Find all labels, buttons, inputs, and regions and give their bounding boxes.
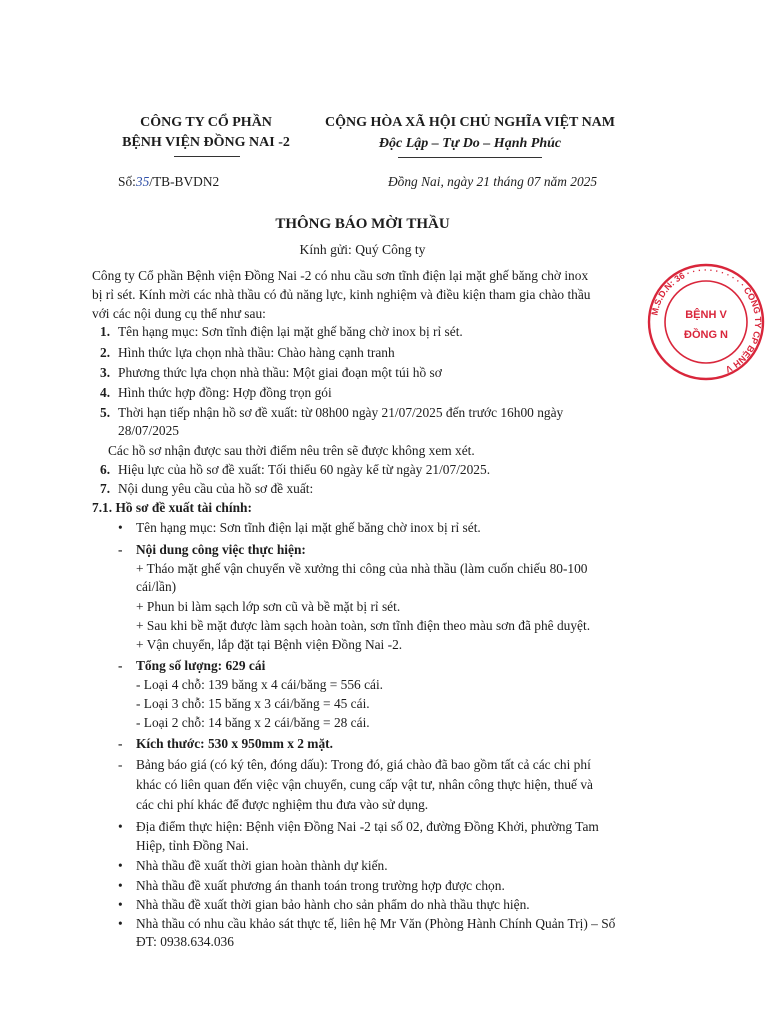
item-number: 3. (100, 365, 111, 380)
company-name-line1: CÔNG TY CỔ PHẦN (140, 115, 272, 130)
work-line-4: + Sau khi bề mặt được làm sạch hoàn toàn, sơn tĩnh điện theo màu sơn đã phê duyệt. (136, 618, 591, 633)
item-text: Nội dung yêu cầu của hồ sơ đề xuất: (118, 481, 314, 496)
doc-number-prefix: Số: (118, 174, 136, 189)
bullet-text: Nhà thầu đề xuất thời gian hoàn thành dự kiến. (136, 858, 388, 873)
notice-title: THÔNG BÁO MỜI THẦU (275, 216, 450, 232)
list-item-5-continued: 28/07/2025 (118, 423, 180, 438)
dash-icon: - (118, 757, 123, 772)
bullet-text: Nhà thầu đề xuất thời gian bảo hành cho sản phẩm do nhà thầu thực hiện. (136, 897, 530, 912)
work-line-1: + Tháo mặt ghế vận chuyển về xưởng thi công của nhà thầu (làm cuốn chiếu 80-100 (136, 561, 588, 576)
bullet-icon: • (118, 916, 123, 931)
doc-number-suffix: /TB-BVDN2 (149, 174, 220, 189)
stamp-center-line2: ĐỒNG N (684, 329, 728, 341)
item-text: Hình thức hợp đồng: Hợp đồng trọn gói (118, 385, 332, 400)
intro-line-2: bị rỉ sét. Kính mời các nhà thầu có đủ năng lực, kinh nghiệm và điều kiện tham gia chào thầu (92, 287, 591, 302)
greeting: Kính gửi: Quý Công ty (299, 242, 426, 257)
list-item-3 (100, 364, 442, 381)
quote-line-2: khác có liên quan đến việc vận chuyển, cung cấp vật tư, nhân công thực hiện, thuế và (136, 777, 593, 792)
intro-line-3: với các nội dung cụ thể như sau: (92, 306, 266, 321)
bullet-work-heading (118, 541, 306, 558)
nation-title: CỘNG HÒA XÃ HỘI CHỦ NGHĨA VIỆT NAM (324, 115, 615, 130)
bullet-location (118, 818, 599, 835)
item-number: 6. (100, 462, 111, 477)
nation-motto: Độc Lập – Tự Do – Hạnh Phúc (378, 136, 562, 151)
svg-text:M.S.D.N: 36 · · · · · · · · ·: M.S.D.N: 36 · · · · · · · · · · · CÔNG TY CP BỆNH V (649, 264, 764, 375)
doc-number-handwritten: 35 (135, 174, 150, 189)
item-number: 2. (100, 345, 111, 360)
bullet-warranty (118, 896, 530, 913)
bullet-text: Nhà thầu có nhu cầu khảo sát thực tế, liên hệ Mr Văn (Phòng Hành Chính Quản Trị) – Số (136, 916, 616, 931)
bullet-completion (118, 857, 388, 874)
dash-icon: - (118, 658, 123, 673)
list-item-5 (100, 404, 563, 421)
list-item-7 (100, 480, 313, 497)
item-text: Phương thức lựa chọn nhà thầu: Một giai đoạn một túi hồ sơ (118, 365, 442, 380)
bullet-icon: • (118, 819, 123, 834)
bullet-survey (118, 915, 615, 932)
list-item-2 (100, 344, 395, 361)
item-number: 5. (100, 405, 111, 420)
bullet-item-name (118, 519, 481, 536)
bullet-icon: • (118, 897, 123, 912)
date-line: Đồng Nai, ngày 21 tháng 07 năm 2025 (388, 174, 598, 189)
bullet-size-heading (118, 735, 333, 752)
dash-icon: - (118, 542, 123, 557)
quote-line-3: các chi phí khác để được nghiệm thu đưa vào sử dụng. (136, 797, 429, 812)
doc-number (118, 174, 219, 190)
location-line-2: Hiệp, tỉnh Đồng Nai. (136, 838, 249, 853)
company-stamp-icon (646, 262, 766, 382)
bullet-text: Nhà thầu đề xuất phương án thanh toán trong trường hợp được chọn. (136, 878, 505, 893)
bullet-icon: • (118, 520, 123, 535)
section-7-1-heading (92, 499, 252, 516)
total-line-3: - Loại 2 chỗ: 14 băng x 2 cái/băng = 28 cái. (136, 715, 370, 730)
item-text: Tên hạng mục: Sơn tĩnh điện lại mặt ghế băng chờ inox bị rỉ sét. (118, 324, 463, 339)
item-number: 7. (100, 481, 111, 496)
survey-line-2: ĐT: 0938.634.036 (136, 934, 234, 949)
company-underline (174, 156, 240, 157)
bullet-icon: • (118, 878, 123, 893)
bullet-text: Bảng báo giá (có ký tên, đóng dấu): Trong đó, giá chào đã bao gồm tất cả các chi phí (136, 757, 591, 772)
work-line-2: cái/lần) (136, 579, 177, 594)
item-text: Thời hạn tiếp nhận hồ sơ đề xuất: từ 08h00 ngày 21/07/2025 đến trước 16h00 ngày (118, 405, 564, 420)
total-line-2: - Loại 3 chỗ: 15 băng x 3 cái/băng = 45 cái. (136, 696, 370, 711)
bullet-text: Tên hạng mục: Sơn tĩnh điện lại mặt ghế băng chờ inox bị rỉ sét. (136, 520, 481, 535)
stamp-center-line1: BỆNH V (685, 309, 727, 321)
bullet-quote (118, 756, 591, 773)
item-number: 1. (100, 324, 111, 339)
list-item-1 (100, 323, 463, 340)
section-number: 7.1. (92, 500, 113, 515)
bullet-payment (118, 877, 505, 894)
work-line-5: + Vận chuyển, lắp đặt tại Bệnh viện Đồng Nai -2. (136, 637, 403, 652)
total-line-1: - Loại 4 chỗ: 139 băng x 4 cái/băng = 556 cái. (136, 677, 384, 692)
bullet-text: Tổng số lượng: 629 cái (136, 658, 266, 673)
bullet-text: Địa điểm thực hiện: Bệnh viện Đồng Nai -2 tại số 02, đường Đồng Khởi, phường Tam (136, 819, 599, 834)
list-item-4 (100, 384, 332, 401)
intro-line-1: Công ty Cổ phần Bệnh viện Đồng Nai -2 có nhu cầu sơn tĩnh điện lại mặt ghế băng chờ inox (92, 268, 589, 283)
dash-icon: - (118, 736, 123, 751)
bullet-text: Nội dung công việc thực hiện: (136, 542, 306, 557)
note-after-item-5: Các hồ sơ nhận được sau thời điểm nêu trên sẽ được không xem xét. (108, 443, 475, 458)
list-item-6 (100, 461, 490, 478)
bullet-icon: • (118, 858, 123, 873)
motto-underline (398, 157, 542, 158)
bullet-total-heading (118, 657, 265, 674)
item-number: 4. (100, 385, 111, 400)
item-text: Hình thức lựa chọn nhà thầu: Chào hàng cạnh tranh (118, 345, 395, 360)
section-title: Hồ sơ đề xuất tài chính: (115, 500, 252, 515)
work-line-3: + Phun bi làm sạch lớp sơn cũ và bề mặt bị rỉ sét. (136, 599, 401, 614)
bullet-text: Kích thước: 530 x 950mm x 2 mặt. (136, 736, 333, 751)
item-text: Hiệu lực của hồ sơ đề xuất: Tối thiểu 60 ngày kể từ ngày 21/07/2025. (118, 462, 491, 477)
company-name-line2: BỆNH VIỆN ĐỒNG NAI -2 (122, 135, 290, 150)
